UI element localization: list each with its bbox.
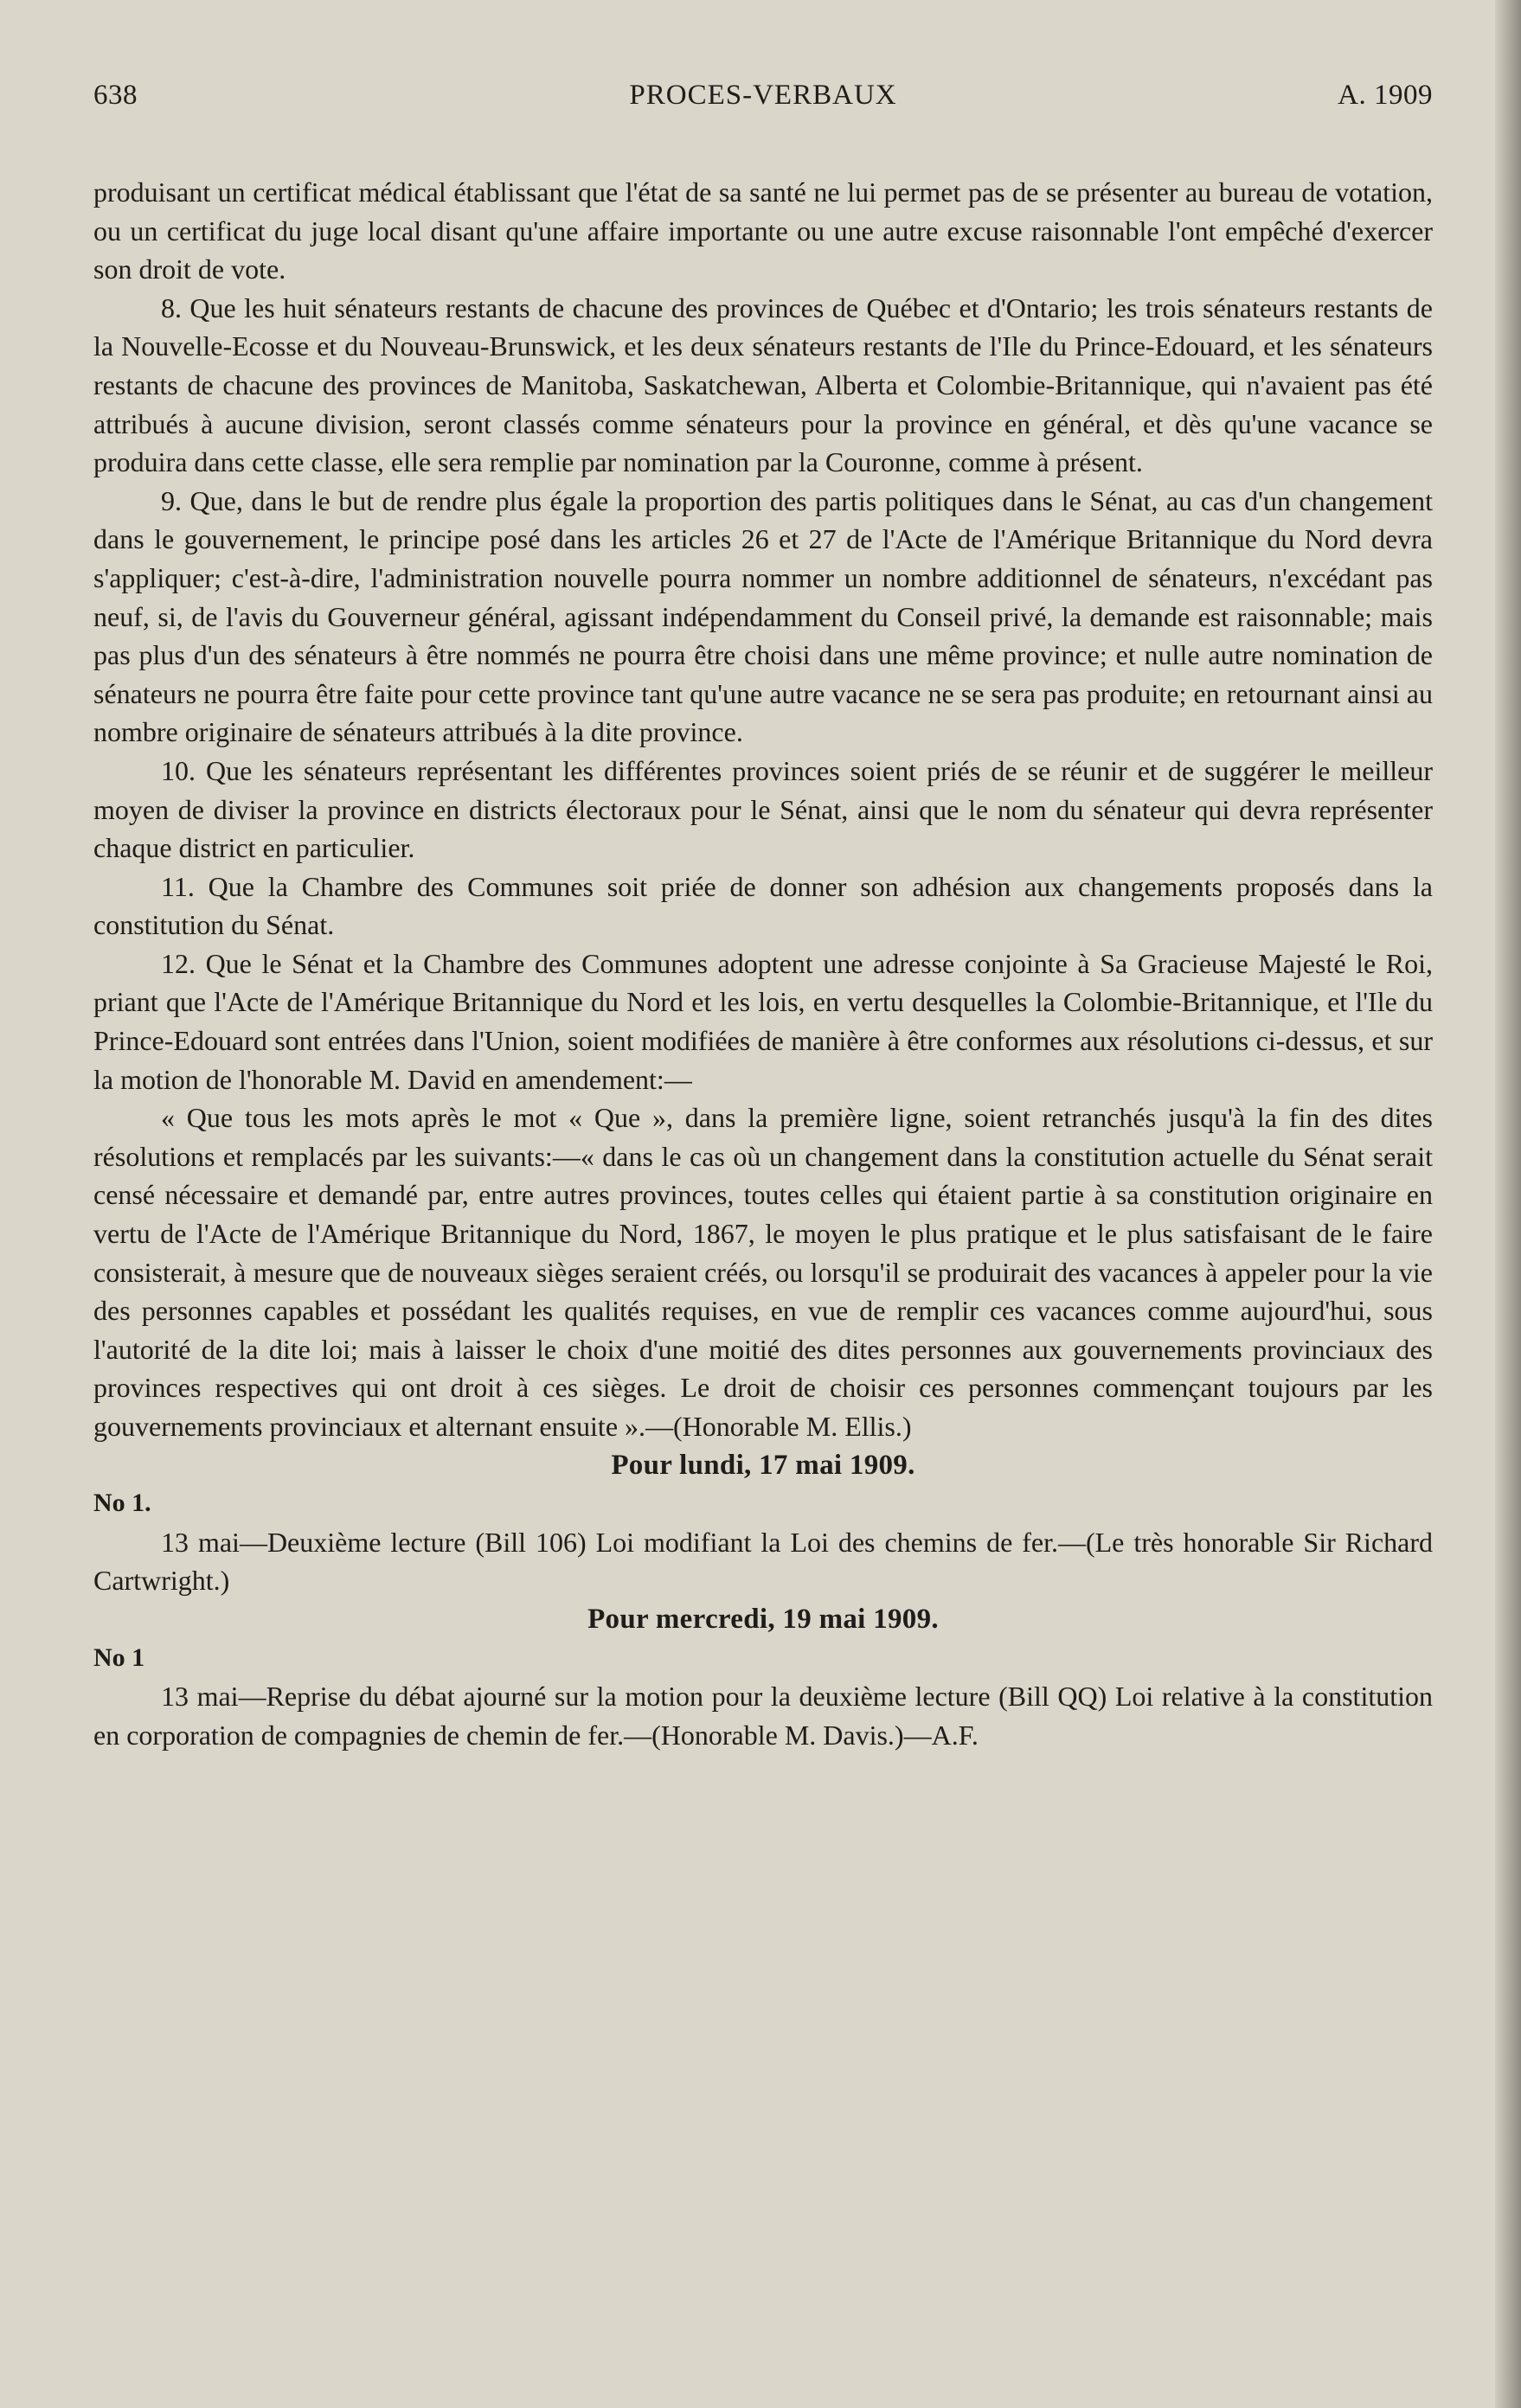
order-number-2: No 1 xyxy=(93,1643,145,1672)
paragraph-resolution-9: 9. Que, dans le but de rendre plus égale la proportion des partis politiques dans le Sénat, au cas d'un changement dans le gouvernement, le principe posé dans les articles 26 et 27 de l'Acte de l'Amérique Britannique du Nord devra s'appliquer; c'est-à-dire, l'administration nouvelle pourra nommer un nombre additionnel de sénateurs, n'excédant pas neuf, si, de l'avis du Gouverneur général, agissant indépendamment du Conseil privé, la demande est raisonnable; mais pas plus d'un des sénateurs à être nommés ne pourra être choisi dans une même province; et nulle autre nomination de sénateurs ne pourra être faite pour cette province tant qu'une autre vacance ne se sera pas produite; en retournant ainsi au nombre originaire de sénateurs attribués à la dite province. xyxy=(93,484,1433,748)
paragraph-resolution-10: 10. Que les sénateurs représentant les différentes provinces soient priés de se réunir et de suggérer le meilleur moyen de diviser la province en districts électoraux pour le Sénat, ainsi que le nom du sénateur qui devra représenter chaque district en particulier. xyxy=(93,754,1433,864)
header-year: A. 1909 xyxy=(1338,80,1433,111)
section-heading-wednesday: Pour mercredi, 19 mai 1909. xyxy=(587,1603,939,1635)
paragraph-resolution-11: 11. Que la Chambre des Communes soit priée de donner son adhésion aux changements proposés dans la constitution du Sénat. xyxy=(93,870,1433,941)
page-number: 638 xyxy=(93,80,138,111)
header-title: PROCES-VERBAUX xyxy=(629,80,897,111)
section-heading-monday: Pour lundi, 17 mai 1909. xyxy=(611,1449,915,1481)
paragraph-resolution-8: 8. Que les huit sénateurs restants de chacune des provinces de Québec et d'Ontario; les trois sénateurs restants de la Nouvelle-Ecosse et du Nouveau-Brunswick, et les deux sénateurs restants de l'Ile du Prince-Edouard, et les sénateurs restants de chacune des provinces de Manitoba, Saskatchewan, Alberta et Colombie-Britannique, qui n'avaient pas été attribués à aucune division, seront classés comme sénateurs pour la province en général, et dès qu'une vacance se produira dans cette classe, elle sera remplie par nomination par la Couronne, comme à présent. xyxy=(93,291,1433,478)
page-body xyxy=(93,173,1433,1754)
paragraph-continuation: produisant un certificat médical établissant que l'état de sa santé ne lui permet pas de se présenter au bureau de votation, ou un certificat du juge local disant qu'une affaire importante ou une autre excuse raisonnable l'ont empêché d'exercer son droit de vote. xyxy=(93,176,1433,285)
running-header xyxy=(93,80,1433,114)
binding-gutter xyxy=(1495,0,1521,2408)
paragraph-amendment: « Que tous les mots après le mot « Que », dans la première ligne, soient retranchés jusqu'à la fin des dites résolutions et remplacés par les suivants:—« dans le cas où un changement dans la constitution actuelle du Sénat serait censé nécessaire et demandé par, entre autres provinces, toutes celles qui étaient partie à sa constitution originaire en vertu de l'Acte de l'Amérique Britannique du Nord, 1867, le moyen le plus pratique et le plus satisfaisant de le faire consisterait, à mesure que de nouveaux sièges seraient créés, ou lorsqu'il se produirait des vacances à appeler pour la vie des personnes capables et possédant les qualités requises, en vue de remplir ces vacances comme aujourd'hui, sous l'autorité de la dite loi; mais à laisser le choix d'une moitié des dites personnes aux gouvernements provinciaux des provinces respectives qui ont droit à ces sièges. Le droit de choisir ces personnes commençant toujours par les gouvernements provinciaux et alternant ensuite ».—(Honorable M. Ellis.) xyxy=(93,1102,1433,1442)
order-item-2: 13 mai—Reprise du débat ajourné sur la motion pour la deuxième lecture (Bill QQ) Loi relative à la constitution en corporation de compagnies de chemin de fer.—(Honorable M. Davis.)—A.F. xyxy=(93,1681,1433,1751)
order-item-1: 13 mai—Deuxième lecture (Bill 106) Loi modifiant la Loi des chemins de fer.—(Le très honorable Sir Richard Cartwright.) xyxy=(93,1526,1433,1597)
order-number-1: No 1. xyxy=(93,1489,151,1518)
paragraph-resolution-12: 12. Que le Sénat et la Chambre des Communes adoptent une adresse conjointe à Sa Gracieuse Majesté le Roi, priant que l'Acte de l'Amérique Britannique du Nord et les lois, en vertu desquelles la Colombie-Britannique, et l'Ile du Prince-Edouard sont entrées dans l'Union, soient modifiées de manière à être conformes aux résolutions ci-dessus, et sur la motion de l'honorable M. David en amendement:— xyxy=(93,947,1433,1095)
